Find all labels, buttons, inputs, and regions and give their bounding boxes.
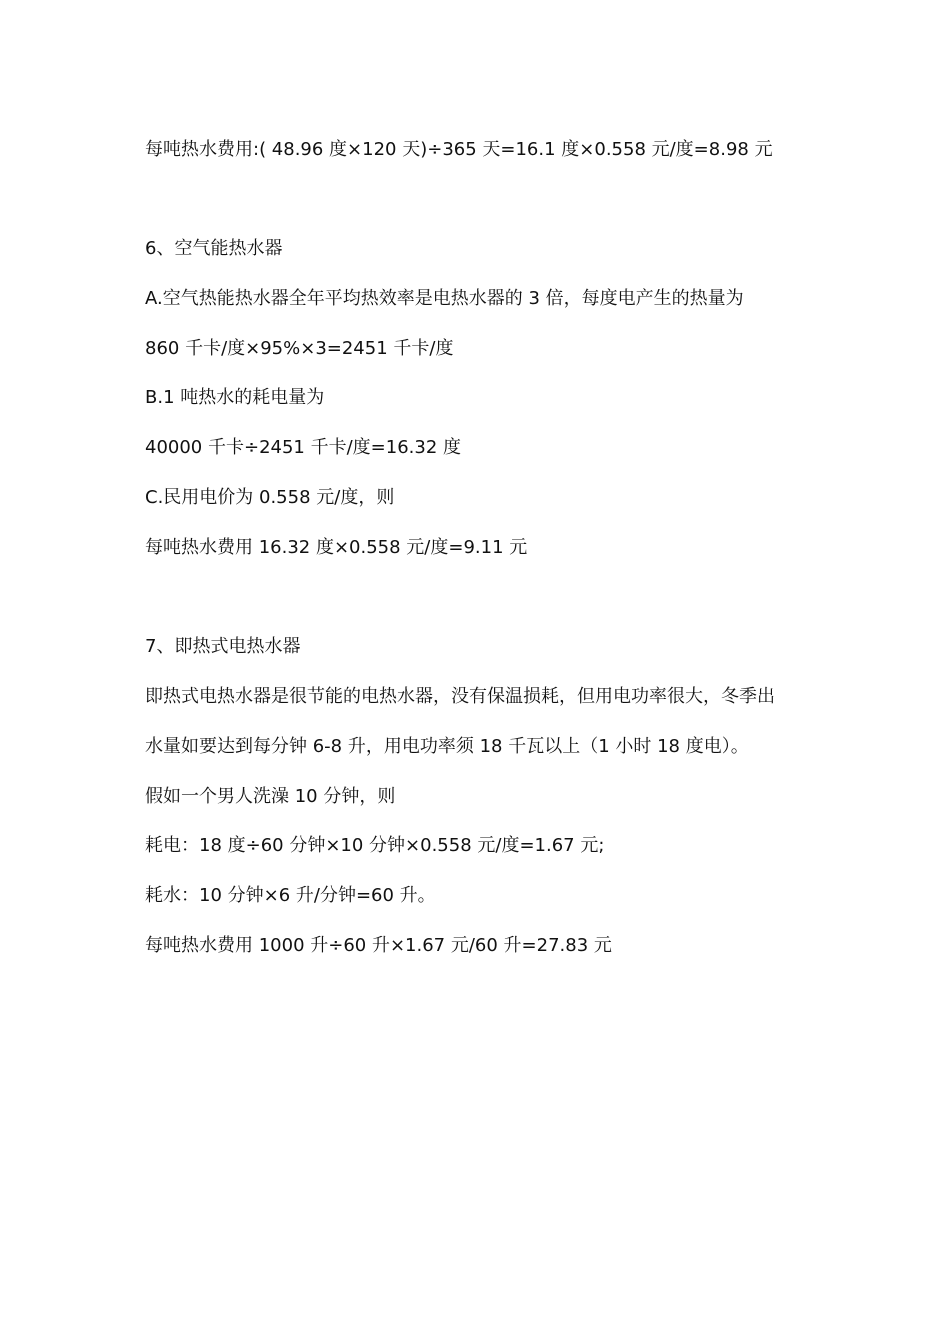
section-6-line-a-calc: 860 千卡/度×95%×3=2451 千卡/度 (145, 338, 454, 359)
section-7-paragraph-1: 即热式电热水器是很节能的电热水器，没有保温损耗，但用电功率很大，冬季出 (145, 686, 775, 707)
section-6-line-b: B.1 吨热水的耗电量为 (145, 387, 325, 408)
section-7-power-use: 耗电：18 度÷60 分钟×10 分钟×0.558 元/度=1.67 元; (145, 835, 605, 856)
section-7-heading: 7、即热式电热水器 (145, 636, 301, 657)
section-6-heading: 6、空气能热水器 (145, 238, 283, 259)
section-7-paragraph-3: 假如一个男人洗澡 10 分钟，则 (145, 786, 396, 807)
section-7-paragraph-2: 水量如要达到每分钟 6-8 升，用电功率须 18 千瓦以上（1 小时 18 度电）。 (145, 736, 749, 757)
section-6-line-c-calc: 每吨热水费用 16.32 度×0.558 元/度=9.11 元 (145, 537, 528, 558)
cost-per-ton-line: 每吨热水费用:( 48.96 度×120 天)÷365 天=16.1 度×0.558 元/度=8.98 元 (145, 139, 773, 160)
section-6-line-b-calc: 40000 千卡÷2451 千卡/度=16.32 度 (145, 437, 461, 458)
section-6-line-c: C.民用电价为 0.558 元/度，则 (145, 487, 395, 508)
section-7-cost: 每吨热水费用 1000 升÷60 升×1.67 元/60 升=27.83 元 (145, 935, 612, 956)
section-7-water-use: 耗水：10 分钟×6 升/分钟=60 升。 (145, 885, 436, 906)
section-6-line-a: A.空气热能热水器全年平均热效率是电热水器的 3 倍，每度电产生的热量为 (145, 288, 744, 309)
